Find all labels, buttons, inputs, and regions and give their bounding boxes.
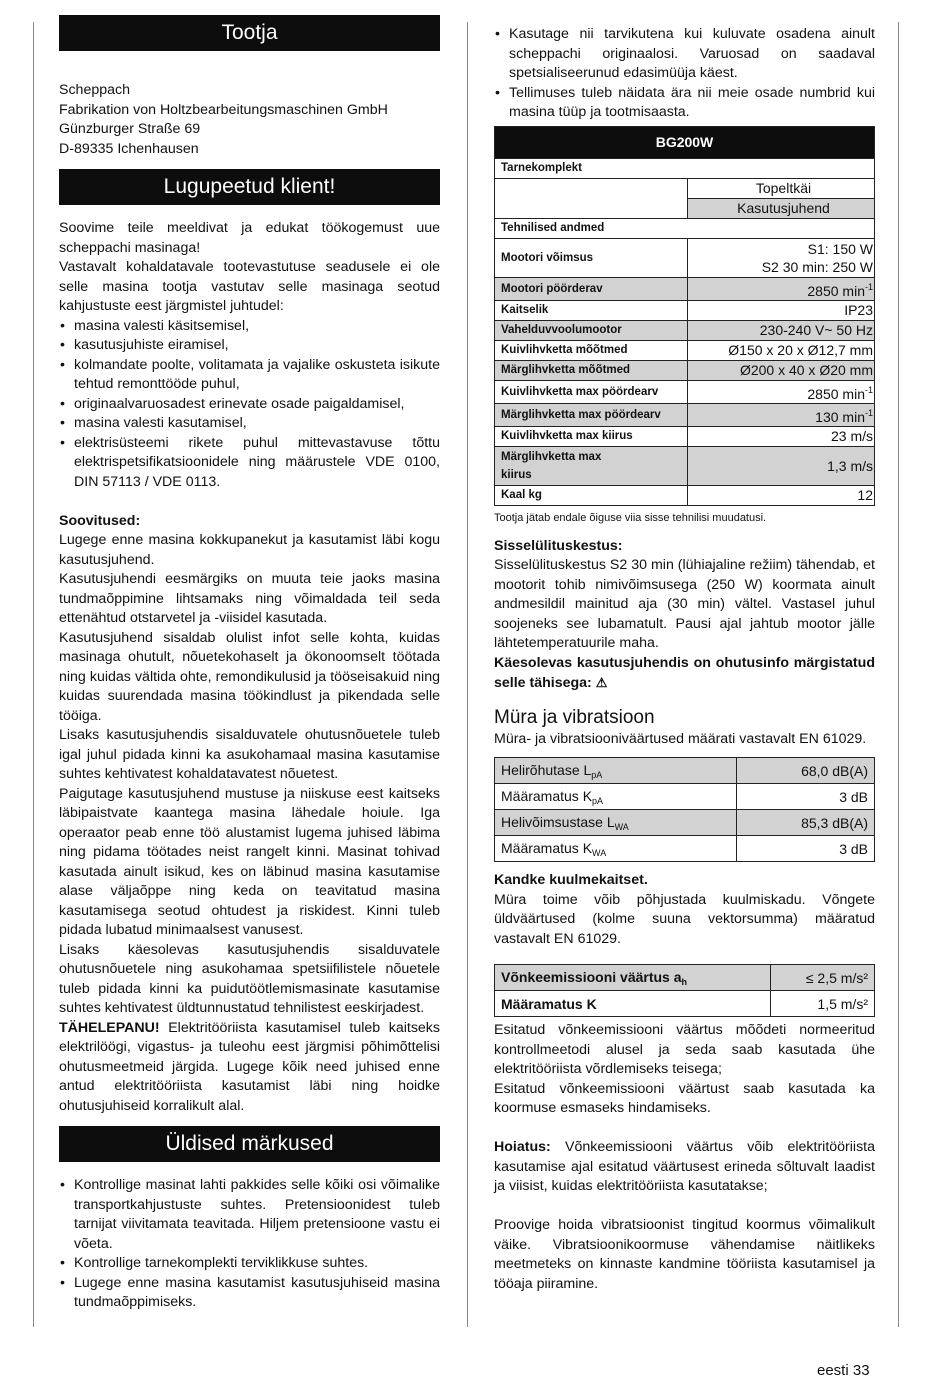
switch-title: Sisselülituskestus: (494, 537, 623, 554)
spec-row (495, 403, 875, 426)
vibration-paragraph: Esitatud võnkeemissiooni väärtust saab kasutada ka koormuse esmaseks hindamiseks. (494, 1080, 875, 1116)
address-line: Scheppach (59, 82, 130, 98)
recommendation-paragraph: Lugege enne masina kokkupanekut ja kasutamist läbi kogu kasutusjuhend. (59, 532, 440, 568)
spec-key (495, 446, 688, 485)
customer-heading: Lugupeetud klient! (59, 169, 440, 205)
list-item: • kolmandate poolte, volitamata ja vajalike oskusteta isikute tehtud remonttööde puhul, (59, 356, 440, 395)
intro-paragraph: Soovime teile meeldivat ja edukat töökogemust uue scheppachi masinaga! (59, 220, 440, 256)
motor-power-line: S2 30 min: 250 W (761, 258, 873, 275)
spec-value-text: 230-240 V~ 50 Hz (759, 322, 873, 338)
caution-label: Hoiatus: (494, 1139, 551, 1155)
right-column (494, 25, 875, 1294)
spec-value (688, 380, 875, 403)
subscript: WA (592, 847, 607, 858)
safety-mark-text: Käesolevas kasutusjuhendis on ohutusinfo märgistatud selle tähisega: (494, 654, 875, 691)
spec-row (495, 426, 875, 446)
noise-row (495, 836, 875, 862)
address-line: Günzburger Straße 69 (59, 121, 201, 137)
noise-row (495, 810, 875, 836)
spec-key: Märglihvketta mõõtmed (495, 360, 688, 380)
subscript: pA (592, 795, 604, 806)
vibration-paragraph: Esitatud võnkeemissiooni väärtus mõõdeti normeeritud kontrollmeetodi alusel ja seda saab kasutada ühe elektritööriista võrdlemiseks teisega; (494, 1022, 875, 1077)
noise-table (494, 757, 875, 862)
manufacturer-address (59, 81, 440, 159)
safety-mark-paragraph (494, 654, 875, 694)
left-margin-line (33, 22, 34, 1327)
noise-key-text: Määramatus K (501, 787, 593, 804)
recommendation-paragraph: Paigutage kasutusjuhend mustuse ja niiskuse eest kaitseks läbipaistvate kaantega masina lähedale hoiule. Iga operaator peab enne töö alustamist lugema juhised läbima ning pidama töötades neist rangelt kinni. Masinat tohivad kasutada ainult isikud, kes on läbinud masina kasutamise alase väljaõppe ning keda on teavitatud masina kasutamisega seotud ohtudest ja riskidest. Kinni tuleb pidada lubatud minimaalsest vanusest. (59, 785, 440, 938)
spec-value (688, 360, 875, 380)
address-line: Fabrikation von Holtzbearbeitungsmaschinen GmbH (59, 101, 388, 118)
noise-heading: Müra ja vibratsioon (494, 706, 655, 728)
list-item: • Kontrollige masinat lahti pakkides selle kõiki osi võimalike transportkahjustuste suhtes. Pretensioonidest tuleb tarnijat viivitamata teavitada. Hiljem pretensioone vastu ei võeta. (59, 1176, 440, 1254)
vibration-key (495, 991, 771, 1017)
spec-value: 1,3 m/s (688, 446, 875, 485)
spec-value (688, 340, 875, 360)
spec-row (495, 277, 875, 300)
recommendation-paragraph: Kasutusjuhendi eesmärgiks on muuta teie jaoks masina tundmaõppimine lihtsamaks ning võimaldada teil seda ettenähtud otstarvetel ja -viisidel kasutada. (59, 571, 440, 626)
list-item: • Tellimuses tuleb näidata ära nii meie osade numbrid kui masina tüüp ja tootmisaasta. (494, 84, 875, 123)
spec-key: Kuivlihvketta max pöördearv (495, 380, 688, 403)
subscript: h (681, 976, 688, 987)
spec-value-text: IP23 (844, 302, 873, 318)
recommendation-paragraph: Kasutusjuhend sisaldab olulist infot selle kohta, kuidas masinaga ohutult, nõuetekohaselt ja ökonoomselt töötada ning kuidas vältida ohte, remondikulusid ja tööseisakuid ning kuidas suurendada masina töökindlust ja pikendada selle tööiga. (59, 629, 440, 724)
list-item: • originaalvaruosadest erinevate osade paigaldamisel, (59, 395, 440, 415)
vibration-value: 1,5 m/s² (770, 991, 874, 1017)
delivery-label: Tarnekomplekt (495, 158, 875, 178)
subscript: WA (614, 821, 629, 832)
spec-row (495, 340, 875, 360)
noise-intro: Müra- ja vibratsiooniväärtused määrati vastavalt EN 61029. (494, 730, 867, 747)
spec-value-text: 23 m/s (830, 428, 873, 444)
liability-list (59, 317, 440, 493)
spec-value (688, 426, 875, 446)
model-heading: BG200W (495, 126, 875, 158)
noise-value: 85,3 dB(A) (737, 810, 875, 836)
spec-row (495, 320, 875, 340)
noise-value: 3 dB (737, 784, 875, 810)
general-notes-list (59, 1176, 440, 1313)
noise-value: 68,0 dB(A) (737, 758, 875, 784)
spec-row (495, 360, 875, 380)
right-margin-line (898, 22, 899, 1327)
spec-value (688, 403, 875, 426)
parts-list (494, 25, 875, 123)
list-item: • Kasutage nii tarvikutena kui kuluvate osadena ainult scheppachi originaalosi. Varuosad on saadaval spetsialiseerunud edasimüüja käest. (494, 25, 875, 84)
delivery-item: Kasutusjuhend (688, 198, 875, 218)
wet-speed-label-line: kiirus (501, 468, 532, 481)
vibration-key (495, 965, 771, 991)
caution-text: Võnkeemissiooni väärtus võib elektritööriista kasutamise ajal esitatud väärtusest erineda sõltuvalt laadist ja viisist, kuidas elektritööriista kasutatakse; (494, 1139, 875, 1194)
spec-value-text: 130 min (815, 408, 865, 425)
attention-text: Elektritööriista kasutamisel tuleb kaitseks elektrilöögi, vigastus- ja tuleohu eest järgmisi põhimõttelisi ohutusmeetmeid järgida. Lugege kõik need juhised enne antud elektritööriista kasutamist läbi ning hoidke ohutusjuhiseid korralikult alal. (59, 1019, 440, 1114)
list-item: • elektrisüsteemi rikete puhul mittevastavuse tõttu elektrispetsifikatsioonidele ning määrustele VDE 0100, DIN 57113 / VDE 0113. (59, 434, 440, 493)
switch-paragraph: Sisselülituskestus S2 30 min (lühiajaline režiim) tähendab, et mootorit tohib nimivõimsusega (250 W) koormata ainult andmesildil mainitud aja (30 min) vältel. Vastasel juhul soojeneks see lubamatult. Pausi ajal jahtub mootor jälle lähtetemperatuurile maha. (494, 557, 875, 651)
spec-key: Vahelduvvoolumootor (495, 320, 688, 340)
spec-value (688, 300, 875, 320)
spec-value-text: 2850 min (807, 385, 865, 402)
recommendation-paragraph: Lisaks käesolevas kasutusjuhendis sisalduvatele ohutusnõuetele ning asukohamaa spetsiifilistele nõuetele tuleb pidada kinni ka puidutöötlemismasinate kasutamise suhtes kehtivatest üldtunnustatud tehnilistest eeskirjadest. (59, 941, 440, 1016)
spec-value: 12 (688, 485, 875, 505)
manufacturer-heading: Tootja (59, 15, 440, 51)
noise-key-text: Helivõimsustase L (501, 813, 615, 830)
noise-row (495, 758, 875, 784)
spec-key: Mootori võimsus (495, 238, 688, 277)
attention-label: TÄHELEPANU! (59, 1019, 160, 1036)
spec-key: Kuivlihvketta mõõtmed (495, 340, 688, 360)
vibration-row (495, 965, 875, 991)
spec-key: Kaitselik (495, 300, 688, 320)
caution-paragraph (494, 1138, 875, 1197)
list-item: • kasutusjuhiste eiramisel, (59, 336, 440, 356)
delivery-empty-cell (495, 178, 688, 218)
noise-key (495, 784, 737, 810)
vibration-key-text: Määramatus K (501, 995, 597, 1012)
noise-value: 3 dB (737, 836, 875, 862)
spec-value (688, 238, 875, 277)
center-divider-line (467, 22, 468, 1327)
list-item: • masina valesti kasutamisel, (59, 414, 440, 434)
address-line: D-89335 Ichenhausen (59, 140, 199, 157)
spec-key: Kuivlihvketta max kiirus (495, 426, 688, 446)
ear-protection-title: Kandke kuulmekaitset. (494, 872, 648, 888)
final-paragraph: Proovige hoida vibratsioonist tingitud koormus võimalikult väike. Vibratsioonikoormuse vähendamise näitlikeks meetmeteks on kinnaste kandmine tööriista kasutamisel ja tööaja piiramine. (494, 1217, 875, 1292)
tech-data-label: Tehnilised andmed (495, 218, 875, 238)
spec-key: Mootori pöörderav (495, 277, 688, 300)
list-item: • masina valesti käsitsemisel, (59, 317, 440, 337)
ear-protection-paragraph: Müra toime võib põhjustada kuulmiskadu. Võngete üldväärtused (kolme suuna vektorsumma) määratud vastavalt EN 61029. (494, 891, 875, 947)
list-item: • Lugege enne masina kasutamist kasutusjuhiseid masina tundmaõppimiseks. (59, 1274, 440, 1313)
motor-power-line: S1: 150 W (807, 240, 873, 257)
wet-speed-label-line: Märglihvketta max (501, 450, 602, 463)
recommendation-paragraph: Lisaks kasutusjuhendis sisalduvatele ohutusnõuetele tuleb igal juhul pidada kinni ka asukohamaal masina kasutamise suhtes kehtivatest kohaldatavatest nõuetest. (59, 727, 440, 782)
spec-note: Tootja jätab endale õiguse viia sisse tehnilisi muudatusi. (494, 511, 767, 524)
vibration-table (494, 964, 875, 1017)
general-notes-heading: Üldised märkused (59, 1126, 440, 1162)
subscript: pA (591, 769, 603, 780)
spec-row (495, 380, 875, 403)
liability-paragraph: Vastavalt kohaldatavale tootevastutuse seadusele ei ole selle masina tootja vastutav selle masinaga seotud kahjustuste eest järgmistel juhtudel: (59, 259, 440, 314)
spec-value-text: 2850 min (807, 282, 865, 299)
vibration-value: ≤ 2,5 m/s² (770, 965, 874, 991)
spec-row (495, 300, 875, 320)
spec-rows (495, 277, 875, 446)
unit-superscript: -1 (864, 407, 873, 418)
noise-key-text: Helirõhutase L (501, 761, 592, 778)
noise-row (495, 784, 875, 810)
page-footer: eesti 33 (817, 1362, 870, 1379)
noise-key (495, 836, 737, 862)
warning-icon: ⚠ (595, 675, 608, 690)
left-column (59, 15, 440, 1313)
vibration-key-text: Võnkeemissiooni väärtus a (501, 968, 682, 985)
noise-key-text: Määramatus K (501, 839, 593, 856)
unit-superscript: -1 (864, 281, 873, 292)
recommendations-title: Soovitused: (59, 512, 141, 529)
list-item: • Kontrollige tarnekomplekti terviklikkuse suhtes. (59, 1254, 440, 1274)
vibration-row (495, 991, 875, 1017)
spec-value (688, 277, 875, 300)
spec-value-text: Ø200 x 40 x Ø20 mm (739, 362, 873, 378)
spec-value-text: Ø150 x 20 x Ø12,7 mm (728, 342, 873, 358)
unit-superscript: -1 (864, 384, 873, 395)
noise-key (495, 758, 737, 784)
noise-key (495, 810, 737, 836)
attention-paragraph (59, 1019, 440, 1117)
spec-key: Kaal kg (495, 485, 688, 505)
spec-value (688, 320, 875, 340)
delivery-item: Topeltkäi (688, 178, 875, 198)
spec-key: Märglihvketta max pöördearv (495, 403, 688, 426)
spec-table (494, 126, 875, 506)
